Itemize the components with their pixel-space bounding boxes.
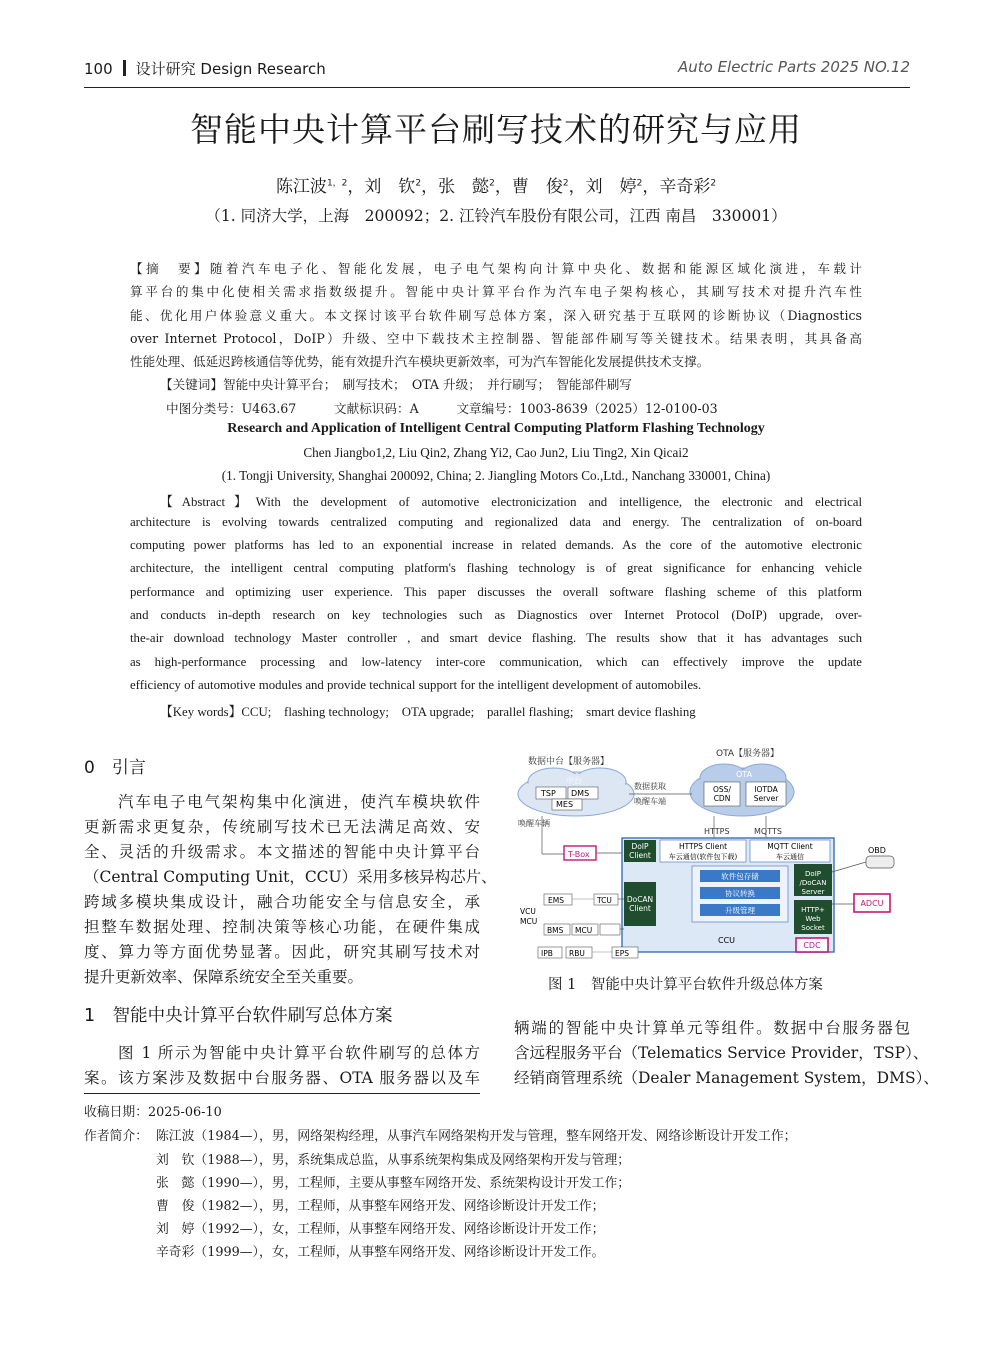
fig-https-web: HTTP+ Web Socket: [801, 906, 825, 932]
body-line: 图 1 所示为智能中央计算平台软件刷写的总体方: [118, 1044, 480, 1062]
section-1-heading: 1 智能中央计算平台软件刷写总体方案: [84, 1006, 393, 1026]
fig-cdc: CDC: [803, 941, 821, 950]
fig-mcu-left: MCU: [520, 917, 538, 926]
body-line: 度、算力等方面优势显著。因此，研究其刷写技术对: [84, 943, 480, 961]
fig-wake-side: 唤醒车辆: [518, 819, 550, 828]
fig-iotda: IOTDA Server: [753, 785, 779, 803]
abstract-cn-line: over Internet Protocol，DoIP）升级、空中下载技术主控制器、智能部件刷写等关键技术。结果表明，其具备高: [130, 331, 862, 346]
header-rule: [84, 87, 910, 88]
body-line: 案。该方案涉及数据中台服务器、OTA 服务器以及车: [84, 1069, 480, 1087]
author-list: [0, 172, 992, 197]
section-0-heading: 0 引言: [84, 758, 146, 778]
fig-data-fetch: 数据获取: [634, 782, 666, 791]
abstract-en-line: architecture is evolving towards centralized computing and regionalized data and energy. The centralization of on-board: [130, 515, 862, 529]
abstract-cn-line: 算平台的集中化使相关需求指数级提升。智能中央计算平台作为汽车电子架构核心，其刷写技术对提升汽车性: [130, 284, 862, 299]
section-name: 设计研究 Design Research: [135, 60, 326, 78]
fig-https-client: HTTPS Client: [678, 842, 728, 851]
abstract-en-line: performance and optimizing user experience. This paper discusses the overall software flashing scheme of this platform: [130, 585, 862, 599]
abstract-en-line: efficiency of automotive modules and provide technical support for the intelligent development of automobiles.: [130, 678, 702, 692]
fig-tbox: T-Box: [568, 850, 590, 859]
author-bio: 刘 钦（1988—），男，系统集成总监，从事系统架构集成及网络架构开发与管理；: [156, 1153, 631, 1168]
fig-dms: DMS: [571, 789, 590, 798]
received-date: 收稿日期：2025-06-10: [84, 1105, 222, 1120]
fig-tsp: TSP: [541, 789, 556, 798]
abstract-en-line: and conducts in-depth research on key technologies such as Diagnostics over Internet Protocol (DoIP) upgrade, over-: [130, 608, 862, 622]
fig-cloud-right-label: OTA: [736, 770, 753, 779]
fig-link-obd: [832, 862, 866, 872]
fig-ipb: IPB: [541, 949, 553, 958]
fig-doip-client: DoIP Client: [629, 842, 651, 860]
journal-name: Auto Electric Parts 2025 NO.12: [677, 58, 910, 76]
header-divider: [123, 60, 126, 76]
fig-protocol-conv: 协议转换: [725, 889, 755, 898]
body-line: 担整车数据处理、控制决策等核心功能，在硬件集成: [84, 918, 480, 936]
abstract-en-line: the-air download technology Master controller , and smart device flashing. The results show that it has advantages such: [130, 631, 862, 645]
fig-https-client-sub: 车云通信(软件包下载): [668, 853, 738, 861]
fig-mqtts: MQTTS: [754, 827, 782, 836]
author-bio: 张 懿（1990—），男，工程师，主要从事整车网络开发、系统架构设计开发工作；: [156, 1176, 631, 1191]
fig-label-data-platform: 数据中台【服务器】: [528, 757, 610, 767]
fig-mqtt-client-sub: 车云通信: [776, 853, 804, 861]
abstract-cn-line: 性能处理、低延迟跨核通信等优势，能有效提升汽车模块更新效率，可为汽车智能化发展提供技术支撑。: [130, 354, 710, 369]
fig-docan-client: DoCAN Client: [626, 895, 654, 913]
author-bio: 刘 婷（1992—），女，工程师，从事整车网络开发、网络诊断设计开发工作；: [156, 1222, 605, 1237]
fig-obd: OBD: [868, 846, 886, 855]
fig-ccu: CCU: [718, 936, 736, 945]
ota-cloud: [690, 764, 794, 816]
fig-tcu: TCU: [597, 896, 612, 905]
page-number: 100: [84, 60, 113, 78]
english-title: Research and Application of Intelligent Central Computing Platform Flashing Technology: [227, 421, 765, 436]
bio-label: 作者简介：: [84, 1129, 148, 1144]
keywords-en: 【Key words】CCU; flashing technology; OTA upgrade; parallel flashing; smart device flashing: [160, 705, 696, 719]
body-line: 汽车电子电气架构集中化演进，使汽车模块软件: [118, 793, 480, 811]
fig-mcu: MCU: [575, 926, 593, 935]
classification-line: 中图分类号：U463.67 文献标识码：A 文章编号：1003-8639（2025）12-0100-03: [166, 401, 718, 416]
fig-vcu: VCU: [520, 907, 536, 916]
figure-1-caption: 图 1 智能中央计算平台软件升级总体方案: [548, 977, 823, 993]
author-bio: 陈江波（1984—），男，网络架构经理，从事汽车网络架构开发与管理，整车网络开发、网络诊断设计开发工作；: [156, 1129, 797, 1144]
fig-bms: BMS: [547, 926, 564, 935]
body-line: 含远程服务平台（Telematics Service Provider，TSP）、: [514, 1044, 929, 1062]
body-line: 经销商管理系统（Dealer Management System，DMS）、: [514, 1069, 939, 1087]
fig-eps: EPS: [615, 949, 630, 958]
author-bio: 曹 俊（1982—），男，工程师，从事整车网络开发、网络诊断设计开发工作；: [156, 1199, 605, 1214]
abstract-en-line: architecture, the intelligent central computing platform's flashing technology is of great significance for enhancing vehicle: [130, 561, 862, 575]
fig-doip-docan-server: DoIP /DoCAN Server: [799, 870, 827, 896]
fig-mqtt-client: MQTT Client: [767, 842, 813, 851]
fig-rbu: RBU: [569, 949, 585, 958]
fig-label-ota-service: OTA【服务器】: [716, 749, 780, 759]
keywords-cn: 【关键词】智能中央计算平台； 刷写技术； OTA 升级； 并行刷写； 智能部件刷写: [160, 377, 632, 392]
fig-oss-cdn: OSS/ CDN: [713, 785, 731, 803]
english-affiliations: (1. Tongji University, Shanghai 200092, China; 2. Jiangling Motors Co.,Ltd., Nanchang 330001, China): [221, 468, 771, 483]
fig-adcu: ADCU: [860, 899, 884, 908]
affiliations: （1. 同济大学，上海 200092；2. 江铃汽车股份有限公司，江西 南昌 330001）: [205, 207, 787, 225]
english-authors: Chen Jiangbo1,2, Liu Qin2, Zhang Yi2, Cao Jun2, Liu Ting2, Xin Qicai2: [303, 445, 689, 460]
abstract-en-line: 【Abstract】With the development of automotive electronicization and intelligence, the electronic and electrical: [160, 495, 862, 509]
running-header: [84, 58, 910, 80]
body-line: 全、灵活的升级需求。本文描述的智能中央计算平台: [84, 843, 480, 861]
fig-pkg-mgmt: 软件包存储: [721, 872, 759, 881]
fig-mes: MES: [556, 800, 574, 809]
fig-ems: EMS: [548, 896, 564, 905]
fig-obd-port: [866, 856, 894, 868]
fig-https: HTTPS: [704, 827, 730, 836]
abstract-en-line: computing power platforms has led to an exponential increase in related demands. As the core of the automotive electronic: [130, 538, 862, 552]
abstract-en-line: as high-performance processing and low-latency inter-core communication, which can effectively improve the update: [130, 655, 862, 669]
body-line: 跨域多模块集成设计，融合功能安全与信息安全，承: [84, 893, 480, 911]
paper-title: 智能中央计算平台刷写技术的研究与应用: [190, 110, 802, 149]
fig-extra-module: [600, 924, 620, 935]
footnote-rule: [84, 1093, 480, 1094]
data-platform-cloud: [518, 768, 634, 816]
author-names: 陈江波$^{1,2}$，刘 钦$^2$，张 懿$^2$，曹 俊$^2$，刘 婷$^2$，辛奇彩$^2$: [275, 177, 717, 197]
fig-cloud-left-label: 中台: [566, 776, 582, 785]
body-line: 提升更新效率、保障系统安全至关重要。: [84, 968, 364, 986]
author-bio: 辛奇彩（1999—），女，工程师，从事整车网络开发、网络诊断设计开发工作。: [156, 1245, 605, 1260]
abstract-cn-line: 能、优化用户体验意义重大。本文探讨该平台软件刷写总体方案，深入研究基于互联网的诊断协议（Diagnostics: [130, 308, 862, 323]
body-line: 更新需求更复杂，传统刷写技术已无法满足高效、安: [84, 818, 480, 836]
abstract-cn-line: 【摘 要】随着汽车电子化、智能化发展，电子电气架构向计算中央化、数据和能源区域化演进，车载计: [130, 261, 862, 276]
body-line: 辆端的智能中央计算单元等组件。数据中台服务器包: [514, 1019, 910, 1037]
figure-1-diagram: [514, 742, 910, 962]
fig-wake-vehicle: 唤醒车端: [634, 797, 666, 806]
body-line: （Central Computing Unit，CCU）采用多核异构芯片、: [84, 868, 497, 886]
fig-upgrade-mgmt: 升级管理: [725, 906, 755, 915]
